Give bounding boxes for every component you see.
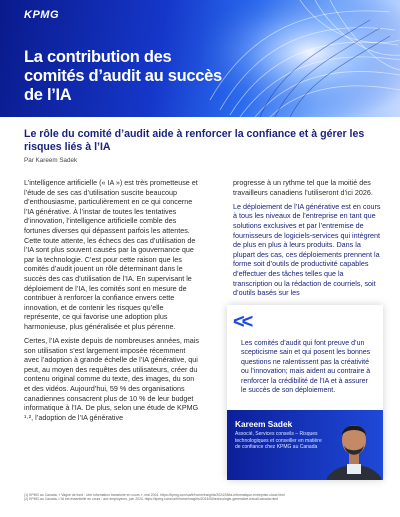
quote-mark-icon: << xyxy=(233,311,251,333)
author-name: Kareem Sadek xyxy=(235,419,293,429)
hero-banner xyxy=(0,0,400,117)
footnote: (1) KPMG au Canada, « Vague de fond : Une information transitoire en cours », mai 2024. https://kpmg.com/ca/fr/home/insights/2024/05/ia-informatique-entreprise-cloud.html xyxy=(24,493,285,497)
author-byline: Par Kareem Sadek xyxy=(24,157,78,164)
author-panel xyxy=(227,410,383,480)
body-paragraph: Le déploiement de l’IA générative est en cours à tous les niveaux de l’entreprise en tant que solutions exclusives et par l’entremise de fournisseurs de logiciels-services qui intègrent de plus en plus à leurs produits. Dans la plupart des cas, ces déploiements prennent la forme soit d’outils de productivité capables d’effectuer des tâches telles que la transcription ou la rédaction de courriels, soit d’outils basés sur les xyxy=(233,201,381,298)
author-role: Associé, Services conseils – Risques technologiques et conseiller en matière de confiance chez KPMG au Canada xyxy=(235,431,322,451)
pull-quote-card xyxy=(227,305,383,480)
pull-quote-text: Les comités d’audit qui font preuve d’un scepticisme sain et qui posent les bonnes questions ne ralentissent pas la créativité ou l’innovation; mais aident au contraire à renforcer la crédibilité de l’IA et à assurer le succès de son déploiement. xyxy=(241,340,371,395)
body-column-right xyxy=(233,178,381,302)
page-subtitle: Le rôle du comité d’audit aide à renforcer la confiance et à gérer les risques liés à l’IA xyxy=(24,128,365,153)
kpmg-logo: KPMG xyxy=(24,9,59,21)
footnotes xyxy=(24,493,384,502)
body-paragraph: L’intelligence artificielle (« IA ») est très prometteuse et l’étude de ses cas d’utilisation suscite beaucoup d’enthousiasme, particulièrement en ce qui concerne l’IA générative. À l’instar de toutes les tentatives d’innovation, l’intelligence artificielle comble des fortunes diverses qui dépassent parfois les attentes. Cette toute attente, les échecs des cas d’utilisation de l’IA sont plus souvent causés par la gouvernance que par la technologie. C’est pour cette raison que les comités d’audit jouent un rôle déterminant dans le succès des cas d’utilisation de l’IA. En supervisant le déploiement de l’IA, les comités sont en mesure de contribuer à renforcer la confiance envers cette innovation, et de contenir les risques qu’elle représente, ce qui favorise une adoption plus harmonieuse, plus généralisée et plus pérenne. xyxy=(24,178,198,331)
page-title: La contribution des comités d’audit au succès de l’IA xyxy=(24,48,222,104)
footnote: (2) KPMG au Canada, L’IA est essentielle en cours : aux employeurs, juin 2024. https://kpmg.com/ca/fr/home/insights/2024/06/technologie-generative-travail-canada.html xyxy=(24,497,279,502)
body-paragraph: progresse à un rythme tel que la moitié des travailleurs canadiens l’utiliseront d’ici 2026. xyxy=(233,178,373,197)
author-photo xyxy=(327,412,381,480)
body-paragraph: Certes, l’IA existe depuis de nombreuses années, mais son utilisation s’est largement imposée récemment avec l’adoption à grande échelle de l’IA générative, qui peut, au moyen des requêtes des utilisateurs, créer du contenu original comme du texte, des images, du son et des vidéos. Aujourd’hui, 59 % des organisations canadiennes consacrent plus de 10 % de leur budget informatique à l’IA. De plus, selon une étude de KPMG ¹·², l’adoption de l’IA générative xyxy=(24,336,199,422)
body-column-left xyxy=(24,178,200,427)
